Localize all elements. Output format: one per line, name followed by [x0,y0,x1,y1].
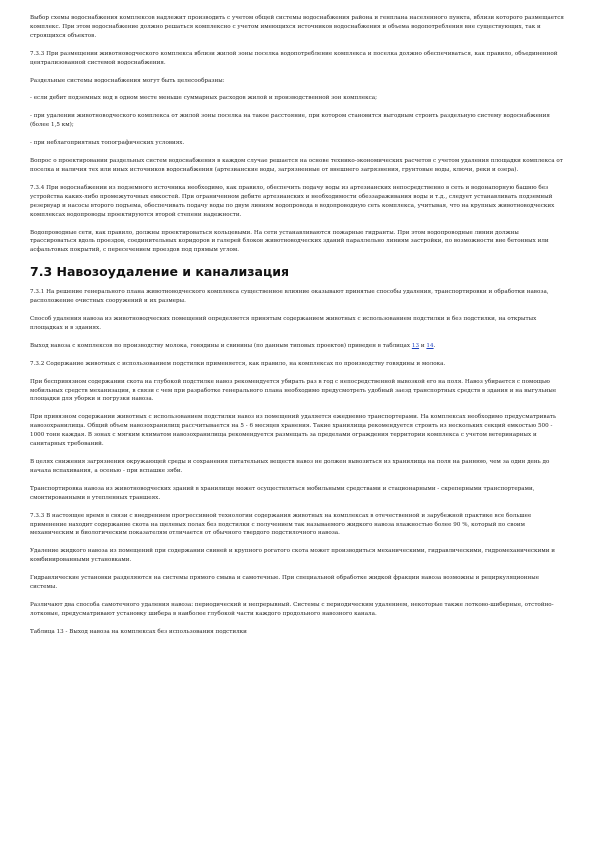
paragraph-7-3-4-underground: 7.3.4 При водоснабжении из подземного источника необходимо, как правило, обеспечить подачу воды из артезианских непосредственно в сеть и водонапорную башню без устройства каких-либо промежуточных емкостей. При ограниченном дебите артезианских и необходимости обеззараживания воды и т.д., следует устанавливать подземный резервуар и насосы второго подъема, обеспечивать подачу воды по двум линиям водопровода в водопроводную сеть комплекса, учитывая, что на крупных животноводческих комплексах водопроводы проектируются второй степени надежности. [30,184,555,218]
paragraph-hydraulic: Гидравлические установки разделяются на системы прямого смыва и самотечные. При специальной обработке жидкой фракции навоза возможны и рециркуляционные системы. [30,575,540,591]
paragraph-design-question: Вопрос о проектировании раздельных систем водоснабжения в каждом случае решается на основе технико-экономических расчетов с учетом удаления площадки комплекса от поселка и наличия тех или иных источников водоснабжения (артезианские воды, загрязненные от внешнего загрязнения, грунтовые воды, ключи, реки и озера). [30,158,563,173]
paragraph-liquid-removal: Удаление жидкого навоза из помещений при содержании свиней и крупного рогатого скота может производиться механическими, гидравлическими, гидромеханическими и комбинированными установками. [30,548,555,564]
paragraph-deep-litter: При беспривязном содержании скота на глубокой подстилке навоз рекомендуется убирать раз в год с непосредственной вывозкой его на поля. Навоз убирается с помощью мобильных средств механизации, в связи с чем при разработке генерального плана необходимо предусмотреть удобный заезд транспортных средств в здания и на выгульные площадки для уборки и погрузки навоза. [30,378,557,403]
table-14-link[interactable]: 14 [426,342,434,349]
paragraph-tethered-keeping: При привязном содержании животных с использованием подстилки навоз из помещений удаляется ежедневно транспортерами. На комплексах необходимо предусматривать навозохранилища. Общий объем навозохранилищ рассчитывается на 5 - 6 месяцев хранения. Такие хранилища рекомендуется строить из нескольких секций емкостью 500 - 1000 тонн каждая. В зонах с мягким климатом навозохранилища рекомендуется размещать за пределами ограждения территории комплекса с учетом ветеринарных и санитарных требований. [30,414,557,448]
paragraph-separate-systems: Раздельные системы водоснабжения могут быть целесообразны: [30,77,225,84]
paragraph-manure-output [30,342,565,351]
paragraph-transport: Транспортировка навоза из животноводческих зданий в хранилище может осуществляться мобильными средствами и стационарными - скреперными транспортерами, смонтированными в утепленных траншеях. [30,485,535,501]
paragraph-7-3-1: 7.3.1 На решение генерального плана животноводческого комплекса существенное влияние оказывают принятые способы удаления, транспортировки и обработки навоза, расположение очистных сооружений и их размеры. [30,289,549,305]
manure-output-and: и [419,342,427,349]
paragraph-removal-method: Способ удаления навоза из животноводческих помещений определяется принятым содержанием животных с использованием подстилки и без подстилки, на открытых площадках и в зданиях. [30,316,537,331]
manure-output-end: . [433,342,436,349]
paragraph-7-3-2: 7.3.2 Содержание животных с использованием подстилки применяется, как правило, на комплексах по производству говядины и молока. [30,360,446,367]
table-13-link[interactable]: 13 [411,342,420,349]
list-item-topography: - при неблагоприятных топографических условиях. [30,140,185,147]
list-item-distance: - при удалении животноводческого комплекса от жилой зоны поселка на такое расстояние, при котором становится выгодным строить раздельную систему водоснабжения (более 1,5 км); [30,113,550,129]
paragraph-pollution: В целях снижения загрязнения окружающей среды и сохранения питательных веществ навоз не должен вывозиться из хранилища на поля на раннюю, чем за один день до начала вспахивания, а осенью - при вспашке зяби. [30,459,550,474]
manure-output-text: Выход навоза с комплексов по производству молока, говядины и свинины (по данным типовых проектов) приведен в таблицах [30,342,412,349]
section-heading-manure: 7.3 Навозоудаление и канализация [30,264,290,280]
paragraph-7-3-3-liquid: 7.3.3 В настоящее время в связи с внедрением прогрессивной технологии содержания животных на комплексах в отечественной и зарубежной практике все большее применение находит содержание скота на щелевых полах без подстилки с получением так называемого жидкого навоза влажностью более 90 %, который по своим механическим и биологическим показателям отличается от обычного твердого подстилочного навоза. [30,512,532,537]
paragraph-water-networks: Водопроводные сети, как правило, должны проектироваться кольцевыми. На сети устанавливаются пожарные гидранты. При этом водопроводные линии должны трассироваться вдоль проездов, соединительных коридоров и галерей блоков животноводческих зданий параллельно линиям застройки, по возможности вне бетонных или асфальтовых покрытий, с пересечением проездов под прямым углом. [30,229,549,254]
paragraph-water-scheme: Выбор схемы водоснабжения комплексов надлежит производить с учетом общей системы водоснабжения района и генплана населенного пункта, вблизи которого размещается комплекс. При этом водоснабжение должно решаться комплексно с учетом имеющихся источников водоснабжения и объема водопотребления вне существующих, так и строящихся объектов. [30,15,564,39]
list-item-debit: - если дебит подземных вод в одном месте меньше суммарных расходов жилой и производственной зон комплекса; [30,95,378,102]
paragraph-gravity-methods: Различают два способа самотечного удаления навоза: периодический и непрерывный. Системы с периодическим удалением, некоторые также лотково-шиберные, отстойно-лотковые, предусматривают установку шибера в наиболее глубокой части каждого продольного навозного канала. [30,601,554,617]
paragraph-7-3-3-water: 7.3.3 При размещении животноводческого комплекса вблизи жилой зоны поселка водопотребление комплекса и поселка должно обеспечиваться, как правило, объединенной централизованной системой водоснабжения. [30,50,558,66]
table-13-caption: Таблица 13 - Выход навоза на комплексах без использования подстилки [30,628,247,635]
